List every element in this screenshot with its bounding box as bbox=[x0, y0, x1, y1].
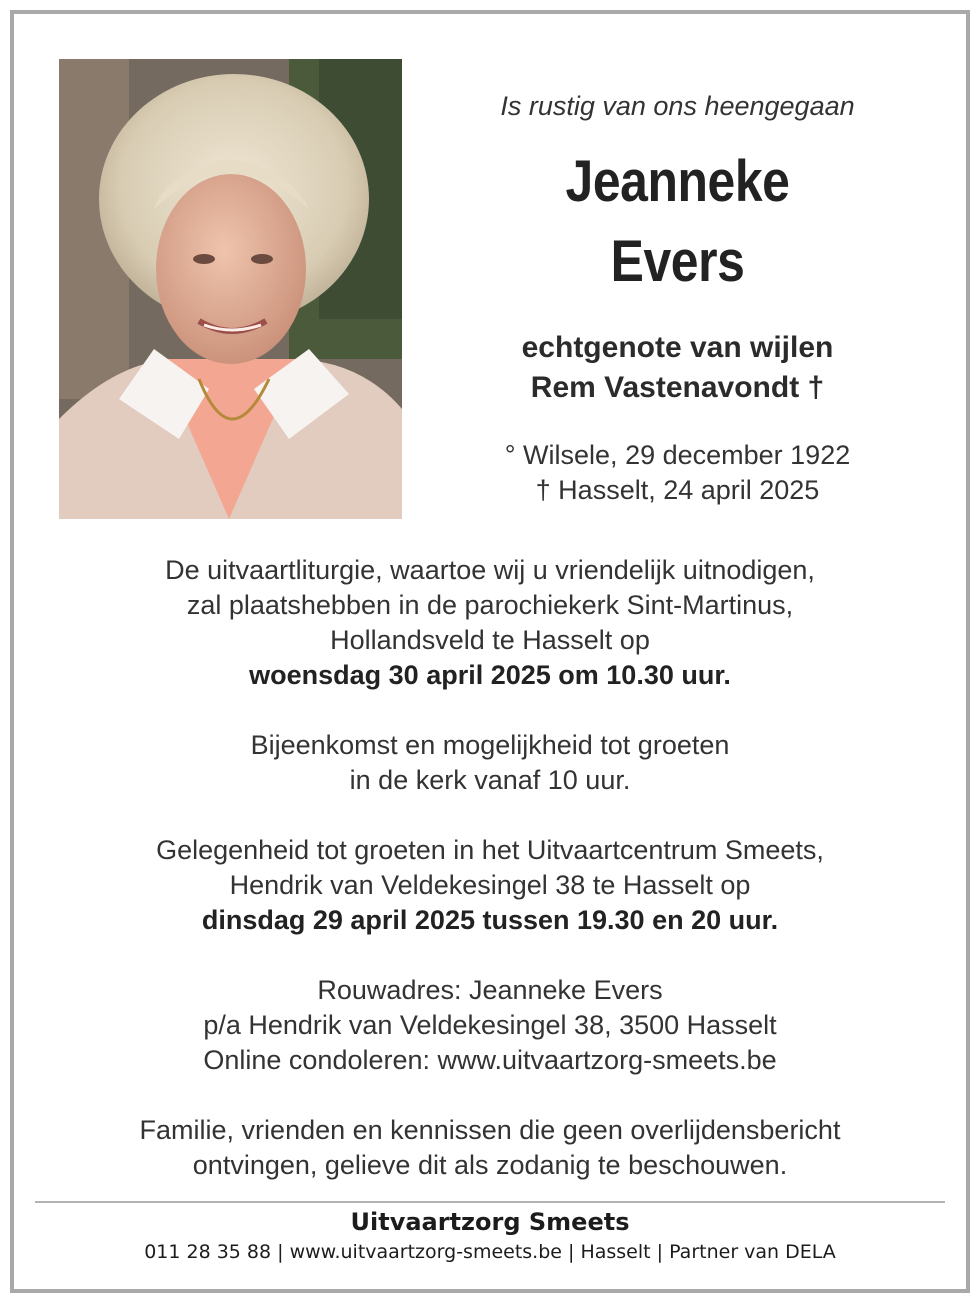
spouse-line-2: Rem Vastenavondt † bbox=[530, 371, 825, 404]
address-paragraph bbox=[36, 973, 944, 1078]
intro-text: Is rustig van ons heengegaan bbox=[500, 91, 855, 121]
closing-line-2: ontvingen, gelieve dit als zodanig te beschouwen. bbox=[192, 1150, 788, 1180]
gathering-line-1: Bijeenkomst en mogelijkheid tot groeten bbox=[250, 730, 730, 760]
death-date: † Hasselt, 24 april 2025 bbox=[535, 475, 820, 505]
funeral-paragraph bbox=[36, 553, 944, 693]
notice-header bbox=[420, 86, 935, 508]
address-line-3: Online condoleren: www.uitvaartzorg-smeets.be bbox=[203, 1045, 777, 1075]
closing-line-1: Familie, vrienden en kennissen die geen overlijdensbericht bbox=[139, 1115, 841, 1145]
first-name: Jeanneke bbox=[565, 149, 790, 214]
funeral-home-contact: 011 28 35 88 | www.uitvaartzorg-smeets.be | Hasselt | Partner van DELA bbox=[144, 1241, 836, 1263]
funeral-line-3: Hollandsveld te Hasselt op bbox=[330, 625, 650, 655]
footer-divider bbox=[35, 1201, 945, 1203]
funeral-home-name: Uitvaartzorg Smeets bbox=[350, 1208, 630, 1236]
address-line-1: Rouwadres: Jeanneke Evers bbox=[317, 975, 663, 1005]
gathering-line-2: in de kerk vanaf 10 uur. bbox=[349, 765, 631, 795]
spouse-info bbox=[420, 328, 935, 408]
closing-paragraph bbox=[36, 1113, 944, 1183]
visitation-paragraph bbox=[36, 833, 944, 938]
funeral-line-1: De uitvaartliturgie, waartoe wij u vriendelijk uitnodigen, bbox=[165, 555, 815, 585]
gathering-paragraph bbox=[36, 728, 944, 798]
portrait-photo bbox=[59, 59, 402, 519]
address-line-2: p/a Hendrik van Veldekesingel 38, 3500 Hasselt bbox=[203, 1010, 777, 1040]
visitation-line-2: Hendrik van Veldekesingel 38 te Hasselt op bbox=[229, 870, 751, 900]
notice-body bbox=[36, 553, 944, 1183]
funeral-datetime: woensdag 30 april 2025 om 10.30 uur. bbox=[249, 660, 731, 690]
funeral-home-footer bbox=[36, 1206, 944, 1266]
life-dates bbox=[420, 438, 935, 508]
spouse-line-1: echtgenote van wijlen bbox=[521, 331, 834, 364]
birth-date: ° Wilsele, 29 december 1922 bbox=[504, 440, 851, 470]
visitation-datetime: dinsdag 29 april 2025 tussen 19.30 en 20 uur. bbox=[201, 905, 779, 935]
visitation-line-1: Gelegenheid tot groeten in het Uitvaartcentrum Smeets, bbox=[156, 835, 824, 865]
last-name: Evers bbox=[610, 229, 745, 294]
portrait-illustration bbox=[59, 59, 402, 519]
funeral-line-2: zal plaatshebben in de parochiekerk Sint-Martinus, bbox=[186, 590, 794, 620]
